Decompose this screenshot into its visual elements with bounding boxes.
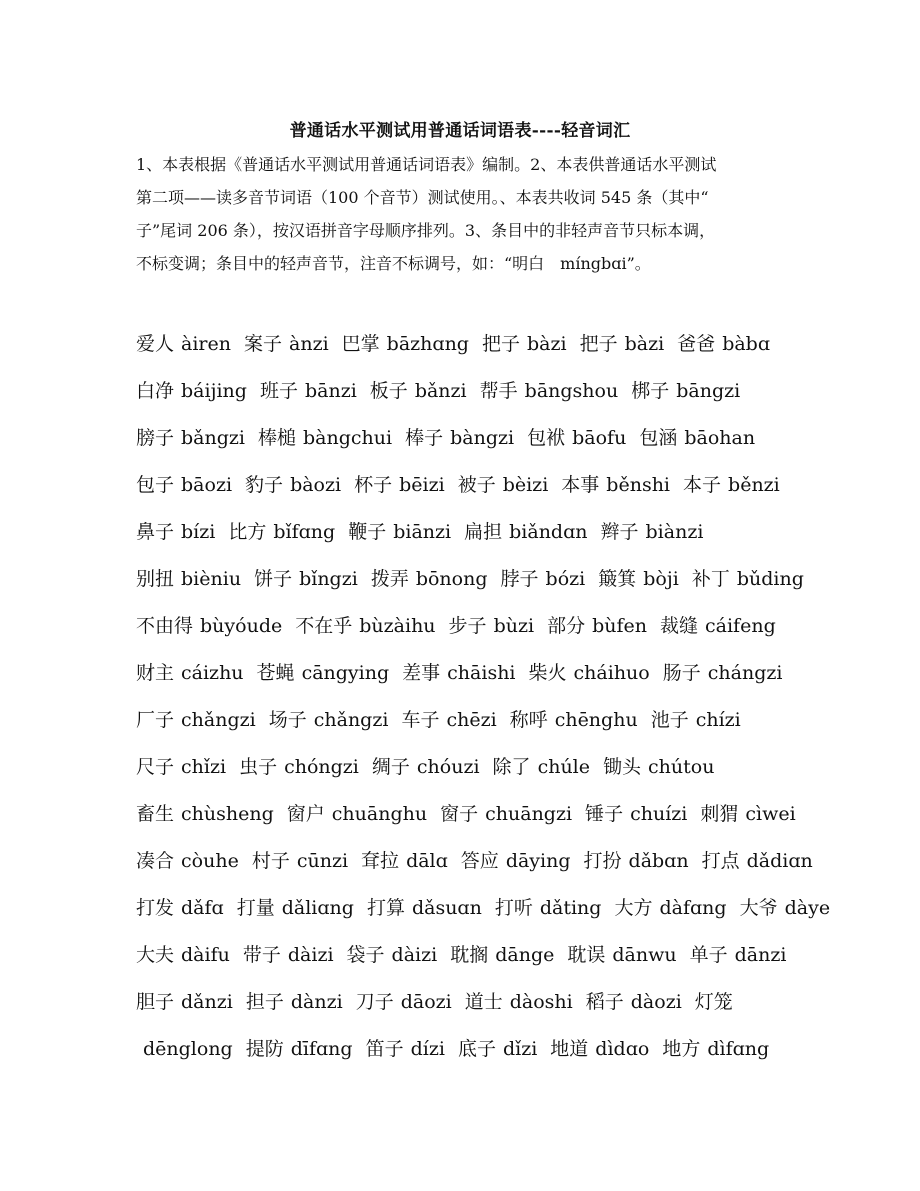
word-entry (136, 561, 241, 597)
word-entry (402, 655, 515, 691)
word-entry (136, 984, 233, 1020)
word-hanzi: 打听 (494, 897, 533, 919)
word-pinyin: bùfen (592, 615, 647, 637)
word-pinyin: báijing (181, 380, 247, 402)
word-entry (228, 514, 335, 550)
word-pinyin: dízi (410, 1038, 445, 1060)
word-pinyin: běnzi (728, 474, 780, 496)
word-hanzi: 肠子 (662, 662, 701, 684)
word-hanzi: 白净 (136, 380, 175, 402)
word-hanzi: 棒子 (405, 427, 444, 449)
word-pinyin: còuhe (181, 850, 239, 872)
word-hanzi: 巴掌 (341, 333, 380, 355)
word-row (136, 514, 836, 561)
word-row (136, 655, 836, 702)
word-entry (651, 702, 741, 738)
word-pinyin: dàfɑng (659, 897, 727, 919)
word-hanzi: 财主 (136, 662, 175, 684)
word-entry (136, 843, 239, 879)
word-entry (243, 937, 334, 973)
word-hanzi: 扁担 (464, 521, 503, 543)
word-row (136, 467, 836, 514)
word-pinyin: bízi (181, 521, 216, 543)
word-hanzi: 虫子 (239, 756, 278, 778)
word-entry (440, 796, 572, 832)
word-pinyin: chuāngzi (485, 803, 573, 825)
word-row (136, 420, 836, 467)
word-hanzi: 把子 (481, 333, 520, 355)
word-pinyin: chúle (537, 756, 590, 778)
word-hanzi: 步子 (448, 615, 487, 637)
word-entry (740, 890, 830, 926)
word-entry (458, 1031, 537, 1067)
word-entry (136, 1031, 233, 1067)
intro-line: 第二项——读多音节词语（100 个音节）测试使用。、本表共收词 545 条（其中“ (136, 188, 709, 207)
word-hanzi: 单子 (689, 944, 728, 966)
word-entry (461, 843, 571, 879)
word-entry (598, 561, 679, 597)
word-pinyin: dēnglong (143, 1038, 233, 1060)
word-hanzi: 班子 (259, 380, 298, 402)
word-entry (254, 561, 358, 597)
word-hanzi: 凑合 (136, 850, 175, 872)
word-pinyin: dàizi (391, 944, 438, 966)
word-hanzi: 池子 (650, 709, 689, 731)
word-pinyin: cháihuo (573, 662, 650, 684)
word-pinyin: biǎndɑn (509, 521, 588, 543)
word-hanzi: 笛子 (365, 1038, 404, 1060)
word-entry (586, 984, 682, 1020)
word-pinyin: dānwu (612, 944, 677, 966)
word-entry (700, 796, 795, 832)
word-entry (639, 420, 755, 456)
word-hanzi: 耷拉 (361, 850, 400, 872)
word-pinyin: dāying (505, 850, 571, 872)
word-pinyin: biānzi (393, 521, 452, 543)
word-entry (136, 326, 231, 362)
word-entry (510, 702, 638, 738)
word-pinyin: chuānghu (331, 803, 428, 825)
word-entry (252, 843, 348, 879)
word-hanzi: 窗子 (440, 803, 479, 825)
word-hanzi: 带子 (242, 944, 281, 966)
word-hanzi: 锤子 (585, 803, 624, 825)
word-entry (405, 420, 514, 456)
word-entry (660, 608, 776, 644)
word-hanzi: 窗户 (286, 803, 325, 825)
word-entry (257, 655, 390, 691)
intro-line: 子”尾词 206 条），按汉语拼音字母顺序排列。3、条目中的非轻声音节只标本调， (136, 221, 716, 240)
word-pinyin: dǎting (539, 897, 602, 919)
word-entry (370, 373, 467, 409)
word-entry (690, 937, 787, 973)
word-row (136, 843, 836, 890)
word-pinyin: chízi (695, 709, 741, 731)
word-entry (603, 749, 714, 785)
word-row (136, 373, 836, 420)
word-hanzi: 刺猬 (700, 803, 739, 825)
word-pinyin: cūnzi (296, 850, 349, 872)
word-entry (464, 514, 587, 550)
word-hanzi: 除了 (492, 756, 531, 778)
word-entry (356, 984, 452, 1020)
word-entry (692, 561, 804, 597)
word-hanzi: 包子 (136, 474, 175, 496)
word-entry (244, 326, 329, 362)
word-pinyin: bāozi (181, 474, 233, 496)
word-entry (354, 467, 445, 503)
word-entry (527, 420, 626, 456)
word-pinyin: bāngzi (676, 380, 741, 402)
word-hanzi: 地方 (662, 1038, 701, 1060)
word-pinyin: bùzàihu (359, 615, 436, 637)
word-entry (495, 890, 602, 926)
word-hanzi: 板子 (369, 380, 408, 402)
word-entry (450, 937, 554, 973)
word-hanzi: 比方 (228, 521, 267, 543)
word-pinyin: biànzi (645, 521, 704, 543)
word-entry (367, 890, 482, 926)
word-row (136, 937, 836, 984)
word-entry (237, 890, 354, 926)
word-pinyin: bàngzi (450, 427, 515, 449)
word-entry (702, 843, 813, 879)
word-hanzi: 底子 (457, 1038, 496, 1060)
word-pinyin: dānge (495, 944, 555, 966)
word-hanzi: 案子 (243, 333, 282, 355)
word-hanzi: 尺子 (136, 756, 175, 778)
word-entry (246, 984, 343, 1020)
word-pinyin: chóngzi (284, 756, 359, 778)
word-entry (295, 608, 435, 644)
word-entry (695, 984, 740, 1020)
word-entry (136, 890, 224, 926)
word-pinyin: àiren (181, 333, 231, 355)
word-entry (550, 1031, 649, 1067)
word-hanzi: 答应 (460, 850, 499, 872)
word-pinyin: bàozi (290, 474, 342, 496)
word-hanzi: 刀子 (355, 991, 394, 1013)
word-entry (677, 326, 770, 362)
word-entry (239, 749, 359, 785)
word-hanzi: 提防 (245, 1038, 284, 1060)
document-title: 普通话水平测试用普通话词语表----轻音词汇 (289, 121, 631, 141)
word-hanzi: 胆子 (136, 991, 175, 1013)
word-hanzi: 被子 (457, 474, 496, 496)
word-pinyin: bàzi (527, 333, 567, 355)
word-entry (246, 1031, 353, 1067)
word-entry (136, 467, 232, 503)
word-pinyin: bùzi (493, 615, 535, 637)
word-pinyin: cáizhu (181, 662, 244, 684)
word-hanzi: 袋子 (346, 944, 385, 966)
word-pinyin: bōnong (415, 568, 488, 590)
word-pinyin: dǐzi (502, 1038, 538, 1060)
word-entry (580, 326, 665, 362)
word-entry (371, 561, 488, 597)
word-entry (501, 561, 586, 597)
word-hanzi: 地道 (550, 1038, 589, 1060)
word-entry (449, 608, 535, 644)
word-entry (136, 655, 244, 691)
word-entry (585, 796, 687, 832)
word-hanzi: 不由得 (136, 615, 194, 637)
word-hanzi: 补丁 (691, 568, 730, 590)
word-entry (136, 796, 274, 832)
word-pinyin: chǎngzi (313, 709, 389, 731)
word-entry (260, 373, 357, 409)
word-entry (269, 702, 389, 738)
word-hanzi: 不在乎 (295, 615, 353, 637)
word-pinyin: dàye (784, 897, 831, 919)
word-row (136, 749, 836, 796)
word-pinyin: dìdɑo (595, 1038, 650, 1060)
word-row (136, 608, 836, 655)
word-pinyin: chēnghu (554, 709, 638, 731)
word-hanzi: 柴火 (528, 662, 567, 684)
word-row (136, 326, 836, 373)
intro-paragraph (136, 148, 796, 280)
word-pinyin: dǎfɑ (181, 897, 224, 919)
word-row (136, 984, 836, 1031)
word-entry (136, 373, 247, 409)
word-pinyin: bièniu (181, 568, 242, 590)
intro-line: 不标变调；条目中的轻声音节，注音不标调号，如：“明白 míngbɑi”。 (136, 254, 651, 273)
word-pinyin: bǎngzi (181, 427, 245, 449)
word-hanzi: 爸爸 (677, 333, 716, 355)
word-hanzi: 村子 (251, 850, 290, 872)
word-entry (529, 655, 650, 691)
word-pinyin: bǐngzi (299, 568, 358, 590)
word-entry (347, 937, 438, 973)
word-entry (614, 890, 726, 926)
word-pinyin: bàzi (624, 333, 665, 355)
word-hanzi: 称呼 (509, 709, 548, 731)
word-entry (401, 702, 496, 738)
word-entry (372, 749, 480, 785)
word-hanzi: 打发 (136, 897, 175, 919)
word-hanzi: 鼻子 (136, 521, 175, 543)
word-list (136, 326, 836, 1078)
word-hanzi: 包袱 (527, 427, 566, 449)
word-row (136, 1031, 836, 1078)
word-hanzi: 饼子 (254, 568, 293, 590)
word-pinyin: dǎnzi (181, 991, 233, 1013)
word-pinyin: dàoshi (509, 991, 573, 1013)
word-entry (482, 326, 567, 362)
word-entry (287, 796, 427, 832)
word-pinyin: bòji (643, 568, 679, 590)
word-pinyin: dàozi (630, 991, 682, 1013)
word-pinyin: chútou (648, 756, 715, 778)
word-pinyin: bózi (545, 568, 586, 590)
word-entry (584, 843, 689, 879)
word-entry (245, 467, 341, 503)
word-entry (258, 420, 392, 456)
word-pinyin: cáifeng (705, 615, 776, 637)
word-entry (366, 1031, 445, 1067)
word-pinyin: chǎngzi (181, 709, 256, 731)
word-pinyin: bàngchui (303, 427, 393, 449)
word-entry (663, 655, 783, 691)
word-pinyin: dàizi (287, 944, 334, 966)
word-pinyin: cāngying (301, 662, 390, 684)
word-hanzi: 拨弄 (370, 568, 409, 590)
word-hanzi: 苍蝇 (256, 662, 295, 684)
word-row (136, 561, 836, 608)
word-pinyin: bèizi (502, 474, 549, 496)
word-entry (601, 514, 704, 550)
word-pinyin: bùyóude (200, 615, 283, 637)
word-hanzi: 大夫 (136, 944, 175, 966)
word-hanzi: 畜生 (136, 803, 175, 825)
word-entry (458, 467, 549, 503)
word-entry (465, 984, 573, 1020)
word-hanzi: 耽搁 (450, 944, 489, 966)
word-row (136, 796, 836, 843)
word-pinyin: dǎliɑng (281, 897, 354, 919)
word-pinyin: chángzi (707, 662, 783, 684)
word-hanzi: 杯子 (354, 474, 393, 496)
word-row (136, 702, 836, 749)
word-entry (136, 420, 245, 456)
word-pinyin: chùsheng (181, 803, 274, 825)
word-entry (567, 937, 676, 973)
word-hanzi: 鞭子 (348, 521, 387, 543)
word-pinyin: dālɑ (406, 850, 448, 872)
word-pinyin: dàifu (181, 944, 230, 966)
word-hanzi: 稻子 (585, 991, 624, 1013)
word-entry (342, 326, 469, 362)
word-hanzi: 别扭 (136, 568, 175, 590)
word-hanzi: 脖子 (500, 568, 539, 590)
word-entry (547, 608, 647, 644)
word-hanzi: 打点 (701, 850, 740, 872)
word-pinyin: chuízi (630, 803, 688, 825)
word-hanzi: 道士 (464, 991, 503, 1013)
word-entry (136, 749, 226, 785)
word-pinyin: dǎdiɑn (746, 850, 813, 872)
word-pinyin: bàbɑ (722, 333, 771, 355)
word-entry (662, 1031, 769, 1067)
word-row (136, 890, 836, 937)
word-hanzi: 爱人 (136, 333, 175, 355)
word-hanzi: 耽误 (567, 944, 606, 966)
word-hanzi: 差事 (402, 662, 441, 684)
word-pinyin: dāozi (400, 991, 452, 1013)
word-hanzi: 本事 (561, 474, 600, 496)
word-entry (136, 514, 215, 550)
word-entry (136, 702, 256, 738)
word-entry (136, 937, 230, 973)
word-pinyin: bāzhɑng (386, 333, 469, 355)
word-hanzi: 帮手 (479, 380, 518, 402)
word-entry (480, 373, 619, 409)
word-pinyin: bāngshou (524, 380, 619, 402)
word-hanzi: 大爷 (739, 897, 778, 919)
word-hanzi: 灯笼 (694, 991, 733, 1013)
word-entry (348, 514, 451, 550)
word-hanzi: 辫子 (600, 521, 639, 543)
word-pinyin: bǔding (736, 568, 804, 590)
word-pinyin: bǎnzi (414, 380, 467, 402)
word-hanzi: 打量 (236, 897, 275, 919)
word-entry (561, 467, 670, 503)
word-entry (361, 843, 448, 879)
word-hanzi: 大方 (614, 897, 653, 919)
word-pinyin: bāofu (572, 427, 627, 449)
word-hanzi: 棒槌 (258, 427, 297, 449)
word-pinyin: dǎbɑn (628, 850, 689, 872)
word-hanzi: 场子 (268, 709, 307, 731)
word-pinyin: chēzi (446, 709, 497, 731)
word-pinyin: dìfɑng (707, 1038, 770, 1060)
word-hanzi: 包涵 (639, 427, 678, 449)
word-hanzi: 部分 (547, 615, 586, 637)
word-entry (631, 373, 740, 409)
word-pinyin: cìwei (745, 803, 796, 825)
word-entry (493, 749, 590, 785)
word-hanzi: 梆子 (631, 380, 670, 402)
word-pinyin: běnshi (606, 474, 671, 496)
word-pinyin: chāishi (447, 662, 516, 684)
word-hanzi: 本子 (683, 474, 722, 496)
intro-line: 1、本表根据《普通话水平测试用普通话词语表》编制。2、本表供普通话水平测试 (136, 155, 717, 174)
word-hanzi: 厂子 (136, 709, 175, 731)
word-pinyin: bǐfɑng (273, 521, 336, 543)
word-pinyin: bānzi (304, 380, 357, 402)
word-pinyin: bāohan (684, 427, 756, 449)
word-hanzi: 豹子 (245, 474, 284, 496)
word-pinyin: chǐzi (181, 756, 227, 778)
word-hanzi: 簸箕 (598, 568, 637, 590)
word-hanzi: 打扮 (583, 850, 622, 872)
word-pinyin: dānzi (734, 944, 787, 966)
word-pinyin: dànzi (290, 991, 343, 1013)
word-hanzi: 膀子 (136, 427, 175, 449)
word-hanzi: 把子 (579, 333, 618, 355)
word-pinyin: chóuzi (416, 756, 480, 778)
word-pinyin: bēizi (399, 474, 445, 496)
word-pinyin: dǎsuɑn (411, 897, 482, 919)
word-entry (136, 608, 282, 644)
word-pinyin: ànzi (289, 333, 329, 355)
word-hanzi: 锄头 (603, 756, 642, 778)
word-hanzi: 绸子 (371, 756, 410, 778)
word-hanzi: 担子 (245, 991, 284, 1013)
word-hanzi: 车子 (401, 709, 440, 731)
word-hanzi: 打算 (366, 897, 405, 919)
word-hanzi: 裁缝 (660, 615, 699, 637)
word-entry (683, 467, 780, 503)
word-pinyin: dīfɑng (290, 1038, 353, 1060)
